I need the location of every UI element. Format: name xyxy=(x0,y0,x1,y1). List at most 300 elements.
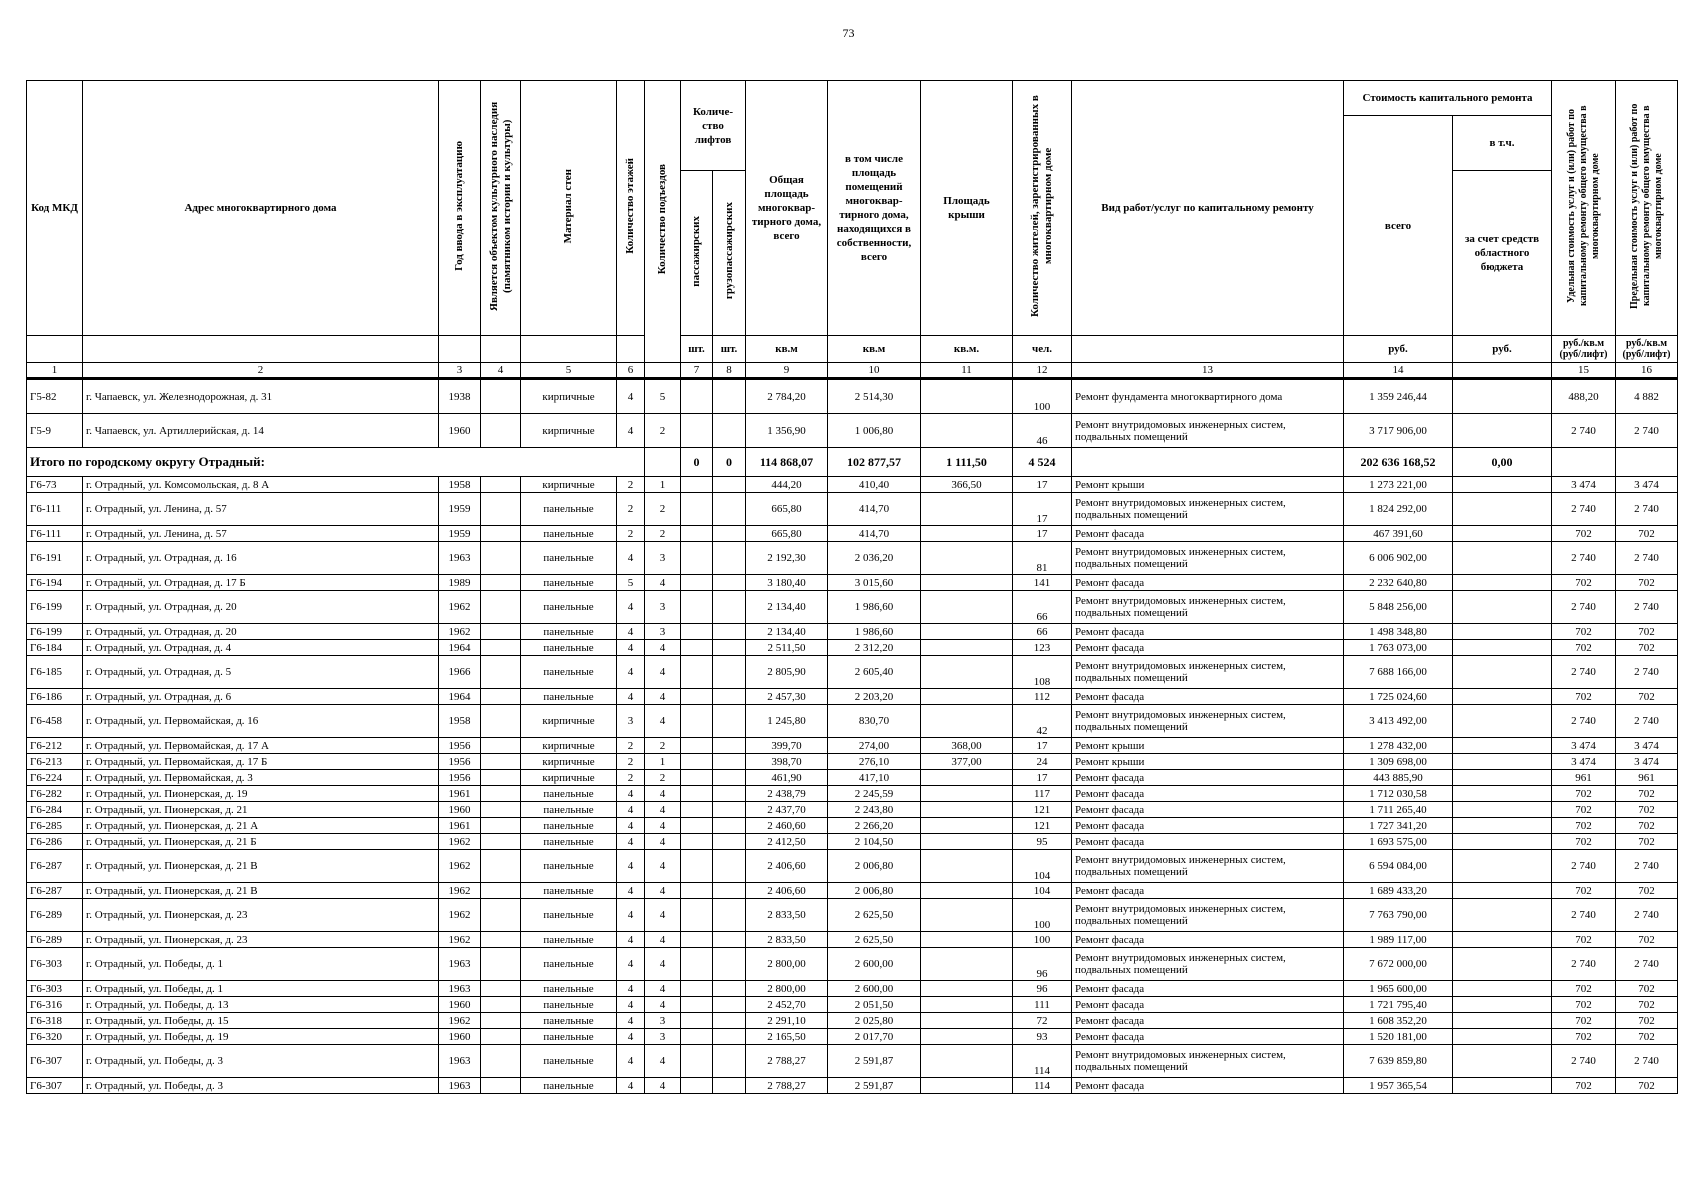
cell-unit-cost: 2 740 xyxy=(1552,414,1616,448)
cell-heritage xyxy=(481,591,521,624)
cell-wall: кирпичные xyxy=(521,770,617,786)
cell-code: Г6-213 xyxy=(27,754,83,770)
cell-year: 1962 xyxy=(439,591,481,624)
cell-cost-total: 7 688 166,00 xyxy=(1344,656,1453,689)
cell-residents: 72 xyxy=(1013,1013,1072,1029)
cell-total-area: 444,20 xyxy=(746,477,828,493)
cell-work-type: Ремонт внутридомовых инженерных систем, подвальных помещений xyxy=(1072,850,1344,883)
cell-wall: кирпичные xyxy=(521,705,617,738)
cell-residents: 17 xyxy=(1013,526,1072,542)
column-number: 11 xyxy=(921,363,1013,379)
cell-unit-cost: 702 xyxy=(1552,526,1616,542)
cell-code: Г6-191 xyxy=(27,542,83,575)
cell-heritage xyxy=(481,948,521,981)
cell-lifts-cargo xyxy=(713,948,746,981)
cell-entrances: 4 xyxy=(645,705,681,738)
cell-owned-area: 2 625,50 xyxy=(828,932,921,948)
cell-lifts-pass xyxy=(681,624,713,640)
total-lifts-pass: 0 xyxy=(681,448,713,477)
cell-entrances: 4 xyxy=(645,981,681,997)
cell-residents: 123 xyxy=(1013,640,1072,656)
cell-total-area: 1 356,90 xyxy=(746,414,828,448)
cell-unit-cost: 2 740 xyxy=(1552,656,1616,689)
cell-residents: 96 xyxy=(1013,981,1072,997)
cell-lifts-cargo xyxy=(713,932,746,948)
cell-roof-area xyxy=(921,981,1013,997)
cell-lifts-pass xyxy=(681,818,713,834)
cell-total-area: 2 833,50 xyxy=(746,899,828,932)
cell-address: г. Отрадный, ул. Победы, д. 1 xyxy=(83,981,439,997)
cell-wall: панельные xyxy=(521,981,617,997)
cell-entrances: 4 xyxy=(645,850,681,883)
cell-work-type: Ремонт фасада xyxy=(1072,802,1344,818)
unit-residents: чел. xyxy=(1013,336,1072,363)
cell-floors: 4 xyxy=(617,656,645,689)
cell-heritage xyxy=(481,705,521,738)
total-area: 114 868,07 xyxy=(746,448,828,477)
cell-residents: 100 xyxy=(1013,379,1072,414)
cell-address: г. Отрадный, ул. Отрадная, д. 20 xyxy=(83,591,439,624)
header-total-area: Общая площадь многоквар-тирного дома, всего xyxy=(746,81,828,336)
cell-residents: 17 xyxy=(1013,477,1072,493)
cell-roof-area xyxy=(921,414,1013,448)
unit-empty-3 xyxy=(439,336,481,363)
cell-heritage xyxy=(481,526,521,542)
cell-total-area: 665,80 xyxy=(746,526,828,542)
cell-work-type: Ремонт крыши xyxy=(1072,754,1344,770)
cell-year: 1959 xyxy=(439,493,481,526)
cell-unit-cost: 702 xyxy=(1552,786,1616,802)
cell-heritage xyxy=(481,493,521,526)
cell-address: г. Отрадный, ул. Отрадная, д. 5 xyxy=(83,656,439,689)
cell-cost-region xyxy=(1453,1013,1552,1029)
cell-residents: 108 xyxy=(1013,656,1072,689)
header-cost-incl: в т.ч. xyxy=(1453,116,1552,171)
column-number: 7 xyxy=(681,363,713,379)
cell-code: Г6-111 xyxy=(27,493,83,526)
header-unit-cost-text: Удельная стоимость услуг и (или) работ по капитальному ремонту общего имущества в многоквартирном доме xyxy=(1565,105,1601,307)
cell-owned-area: 410,40 xyxy=(828,477,921,493)
unit-empty-6 xyxy=(617,336,645,363)
header-cost-total: всего xyxy=(1344,116,1453,336)
cell-max-cost: 961 xyxy=(1616,770,1678,786)
cell-floors: 4 xyxy=(617,542,645,575)
cell-heritage xyxy=(481,786,521,802)
cell-owned-area: 2 006,80 xyxy=(828,883,921,899)
cell-floors: 4 xyxy=(617,802,645,818)
header-year-text: Год ввода в эксплуатацию xyxy=(453,141,465,271)
cell-max-cost: 2 740 xyxy=(1616,493,1678,526)
cell-code: Г5-9 xyxy=(27,414,83,448)
cell-lifts-cargo xyxy=(713,493,746,526)
header-cost: Стоимость капитального ремонта xyxy=(1344,81,1552,116)
cell-residents: 117 xyxy=(1013,786,1072,802)
cell-roof-area xyxy=(921,542,1013,575)
cell-code: Г6-287 xyxy=(27,883,83,899)
header-year xyxy=(439,81,481,336)
cell-max-cost: 3 474 xyxy=(1616,754,1678,770)
cell-wall: кирпичные xyxy=(521,414,617,448)
cell-year: 1963 xyxy=(439,542,481,575)
cell-cost-total: 2 232 640,80 xyxy=(1344,575,1453,591)
cell-roof-area xyxy=(921,1029,1013,1045)
table-row xyxy=(27,997,1678,1013)
cell-total-area: 2 406,60 xyxy=(746,883,828,899)
cell-cost-total: 1 727 341,20 xyxy=(1344,818,1453,834)
cell-unit-cost: 702 xyxy=(1552,802,1616,818)
cell-floors: 2 xyxy=(617,770,645,786)
cell-unit-cost: 702 xyxy=(1552,689,1616,705)
cell-unit-cost: 2 740 xyxy=(1552,1045,1616,1078)
cell-heritage xyxy=(481,689,521,705)
cell-lifts-pass xyxy=(681,883,713,899)
cell-code: Г6-199 xyxy=(27,624,83,640)
cell-work-type: Ремонт внутридомовых инженерных систем, подвальных помещений xyxy=(1072,948,1344,981)
cell-roof-area xyxy=(921,379,1013,414)
cell-entrances: 3 xyxy=(645,624,681,640)
cell-owned-area: 2 051,50 xyxy=(828,997,921,1013)
cell-total-area: 461,90 xyxy=(746,770,828,786)
cell-code: Г6-111 xyxy=(27,526,83,542)
cell-max-cost: 2 740 xyxy=(1616,899,1678,932)
table-row xyxy=(27,899,1678,932)
cell-unit-cost: 2 740 xyxy=(1552,850,1616,883)
cell-lifts-cargo xyxy=(713,624,746,640)
header-lifts-cargo xyxy=(713,171,746,336)
header-residents-text: Количество жителей, зарегистрированных в многоквартирном доме xyxy=(1029,95,1054,317)
cell-lifts-cargo xyxy=(713,1045,746,1078)
cell-year: 1959 xyxy=(439,526,481,542)
cell-address: г. Отрадный, ул. Победы, д. 3 xyxy=(83,1045,439,1078)
cell-code: Г5-82 xyxy=(27,379,83,414)
cell-max-cost: 2 740 xyxy=(1616,414,1678,448)
column-number: 3 xyxy=(439,363,481,379)
header-wall-text: Материал стен xyxy=(562,168,574,244)
cell-total-area: 3 180,40 xyxy=(746,575,828,591)
cell-lifts-pass xyxy=(681,738,713,754)
cell-residents: 17 xyxy=(1013,493,1072,526)
cell-residents: 24 xyxy=(1013,754,1072,770)
column-number: 1 xyxy=(27,363,83,379)
cell-address: г. Отрадный, ул. Пионерская, д. 21 Б xyxy=(83,834,439,850)
cell-wall: панельные xyxy=(521,948,617,981)
cell-lifts-pass xyxy=(681,850,713,883)
cell-unit-cost: 2 740 xyxy=(1552,948,1616,981)
cell-work-type: Ремонт внутридомовых инженерных систем, подвальных помещений xyxy=(1072,591,1344,624)
cell-total-area: 399,70 xyxy=(746,738,828,754)
cell-cost-total: 1 712 030,58 xyxy=(1344,786,1453,802)
cell-total-area: 2 788,27 xyxy=(746,1045,828,1078)
cell-cost-region xyxy=(1453,786,1552,802)
cell-wall: панельные xyxy=(521,1078,617,1094)
cell-residents: 42 xyxy=(1013,705,1072,738)
cell-lifts-cargo xyxy=(713,705,746,738)
cell-lifts-pass xyxy=(681,493,713,526)
column-number: 15 xyxy=(1552,363,1616,379)
cell-owned-area: 1 986,60 xyxy=(828,624,921,640)
cell-cost-region xyxy=(1453,656,1552,689)
cell-entrances: 4 xyxy=(645,1045,681,1078)
cell-work-type: Ремонт внутридомовых инженерных систем, подвальных помещений xyxy=(1072,542,1344,575)
cell-cost-total: 1 725 024,60 xyxy=(1344,689,1453,705)
cell-cost-total: 6 006 902,00 xyxy=(1344,542,1453,575)
cell-year: 1961 xyxy=(439,786,481,802)
header-cost-region: за счет средств областного бюджета xyxy=(1453,171,1552,336)
cell-roof-area xyxy=(921,656,1013,689)
total-owned-area: 102 877,57 xyxy=(828,448,921,477)
cell-year: 1966 xyxy=(439,656,481,689)
cell-max-cost: 702 xyxy=(1616,818,1678,834)
cell-work-type: Ремонт внутридомовых инженерных систем, подвальных помещений xyxy=(1072,414,1344,448)
cell-owned-area: 1 986,60 xyxy=(828,591,921,624)
cell-wall: панельные xyxy=(521,656,617,689)
cell-unit-cost: 2 740 xyxy=(1552,542,1616,575)
cell-address: г. Отрадный, ул. Пионерская, д. 21 xyxy=(83,802,439,818)
cell-residents: 112 xyxy=(1013,689,1072,705)
cell-heritage xyxy=(481,640,521,656)
cell-cost-total: 1 498 348,80 xyxy=(1344,624,1453,640)
cell-year: 1963 xyxy=(439,1045,481,1078)
cell-lifts-cargo xyxy=(713,770,746,786)
cell-max-cost: 702 xyxy=(1616,689,1678,705)
cell-lifts-cargo xyxy=(713,899,746,932)
cell-wall: панельные xyxy=(521,689,617,705)
cell-cost-region xyxy=(1453,493,1552,526)
cell-owned-area: 276,10 xyxy=(828,754,921,770)
cell-max-cost: 2 740 xyxy=(1616,850,1678,883)
cell-cost-total: 1 278 432,00 xyxy=(1344,738,1453,754)
cell-heritage xyxy=(481,850,521,883)
cell-residents: 121 xyxy=(1013,802,1072,818)
cell-wall: панельные xyxy=(521,542,617,575)
cell-cost-region xyxy=(1453,770,1552,786)
cell-cost-total: 7 639 859,80 xyxy=(1344,1045,1453,1078)
cell-year: 1962 xyxy=(439,834,481,850)
cell-floors: 4 xyxy=(617,834,645,850)
cell-floors: 2 xyxy=(617,493,645,526)
cell-unit-cost: 702 xyxy=(1552,818,1616,834)
cell-address: г. Отрадный, ул. Ленина, д. 57 xyxy=(83,493,439,526)
cell-year: 1960 xyxy=(439,997,481,1013)
cell-code: Г6-285 xyxy=(27,818,83,834)
cell-roof-area xyxy=(921,818,1013,834)
cell-entrances: 1 xyxy=(645,754,681,770)
cell-address: г. Отрадный, ул. Победы, д. 3 xyxy=(83,1078,439,1094)
cell-owned-area: 1 006,80 xyxy=(828,414,921,448)
cell-owned-area: 2 104,50 xyxy=(828,834,921,850)
cell-year: 1962 xyxy=(439,883,481,899)
header-lifts-cargo-text: грузопассажирских xyxy=(722,202,735,300)
cell-total-area: 398,70 xyxy=(746,754,828,770)
cell-max-cost: 702 xyxy=(1616,575,1678,591)
cell-year: 1956 xyxy=(439,738,481,754)
cell-wall: кирпичные xyxy=(521,477,617,493)
cell-roof-area xyxy=(921,1078,1013,1094)
cell-owned-area: 3 015,60 xyxy=(828,575,921,591)
table-row xyxy=(27,591,1678,624)
cell-roof-area: 368,00 xyxy=(921,738,1013,754)
cell-lifts-cargo xyxy=(713,414,746,448)
column-number: 8 xyxy=(713,363,746,379)
cell-max-cost: 702 xyxy=(1616,834,1678,850)
cell-lifts-cargo xyxy=(713,477,746,493)
cell-total-area: 2 457,30 xyxy=(746,689,828,705)
cell-total-area: 665,80 xyxy=(746,493,828,526)
cell-work-type: Ремонт фасада xyxy=(1072,526,1344,542)
table-row xyxy=(27,1029,1678,1045)
cell-lifts-cargo xyxy=(713,526,746,542)
cell-max-cost: 3 474 xyxy=(1616,477,1678,493)
cell-lifts-cargo xyxy=(713,542,746,575)
cell-cost-total: 1 520 181,00 xyxy=(1344,1029,1453,1045)
header-heritage-text: Является объектом культурного наследия (памятником истории и культуры) xyxy=(487,101,513,311)
cell-year: 1961 xyxy=(439,818,481,834)
cell-year: 1960 xyxy=(439,1029,481,1045)
cell-cost-total: 1 989 117,00 xyxy=(1344,932,1453,948)
cell-address: г. Отрадный, ул. Ленина, д. 57 xyxy=(83,526,439,542)
cell-address: г. Отрадный, ул. Отрадная, д. 17 Б xyxy=(83,575,439,591)
cell-cost-region xyxy=(1453,850,1552,883)
cell-wall: панельные xyxy=(521,575,617,591)
cell-lifts-pass xyxy=(681,542,713,575)
cell-lifts-pass xyxy=(681,477,713,493)
cell-heritage xyxy=(481,899,521,932)
cell-heritage xyxy=(481,802,521,818)
cell-cost-total: 443 885,90 xyxy=(1344,770,1453,786)
cell-heritage xyxy=(481,834,521,850)
column-number: 9 xyxy=(746,363,828,379)
cell-wall: панельные xyxy=(521,1045,617,1078)
cell-address: г. Отрадный, ул. Пионерская, д. 23 xyxy=(83,932,439,948)
cell-entrances: 1 xyxy=(645,477,681,493)
cell-wall: панельные xyxy=(521,526,617,542)
cell-year: 1964 xyxy=(439,689,481,705)
cell-year: 1956 xyxy=(439,754,481,770)
cell-entrances: 2 xyxy=(645,493,681,526)
cell-total-area: 2 134,40 xyxy=(746,624,828,640)
header-wall xyxy=(521,81,617,336)
cell-unit-cost: 2 740 xyxy=(1552,493,1616,526)
column-number: 6 xyxy=(617,363,645,379)
cell-total-area: 2 165,50 xyxy=(746,1029,828,1045)
header-lifts: Количе-ство лифтов xyxy=(681,81,746,171)
table-row xyxy=(27,542,1678,575)
cell-lifts-pass xyxy=(681,1029,713,1045)
cell-heritage xyxy=(481,932,521,948)
cell-wall: панельные xyxy=(521,850,617,883)
cell-owned-area: 2 025,80 xyxy=(828,1013,921,1029)
total-empty xyxy=(1616,448,1678,477)
total-cost-region: 0,00 xyxy=(1453,448,1552,477)
unit-unit-cost: руб./кв.м (руб/лифт) xyxy=(1552,336,1616,363)
cell-address: г. Отрадный, ул. Пионерская, д. 21 В xyxy=(83,883,439,899)
cell-lifts-cargo xyxy=(713,1013,746,1029)
cell-heritage xyxy=(481,542,521,575)
total-label: Итого по городскому округу Отрадный: xyxy=(27,448,645,477)
cell-code: Г6-287 xyxy=(27,850,83,883)
cell-lifts-pass xyxy=(681,689,713,705)
table-row xyxy=(27,575,1678,591)
cell-wall: панельные xyxy=(521,818,617,834)
cell-floors: 4 xyxy=(617,932,645,948)
cell-unit-cost: 3 474 xyxy=(1552,477,1616,493)
cell-cost-total: 3 413 492,00 xyxy=(1344,705,1453,738)
table-row xyxy=(27,689,1678,705)
cell-lifts-pass xyxy=(681,770,713,786)
cell-unit-cost: 702 xyxy=(1552,981,1616,997)
header-lifts-pass xyxy=(681,171,713,336)
cell-roof-area: 377,00 xyxy=(921,754,1013,770)
cell-unit-cost: 3 474 xyxy=(1552,754,1616,770)
cell-heritage xyxy=(481,981,521,997)
cell-owned-area: 2 036,20 xyxy=(828,542,921,575)
cell-entrances: 2 xyxy=(645,414,681,448)
cell-wall: панельные xyxy=(521,883,617,899)
cell-max-cost: 2 740 xyxy=(1616,948,1678,981)
cell-year: 1956 xyxy=(439,770,481,786)
cell-lifts-pass xyxy=(681,640,713,656)
cell-owned-area: 2 625,50 xyxy=(828,899,921,932)
cell-cost-region xyxy=(1453,689,1552,705)
cell-wall: панельные xyxy=(521,802,617,818)
cell-residents: 100 xyxy=(1013,899,1072,932)
cell-address: г. Отрадный, ул. Комсомольская, д. 8 А xyxy=(83,477,439,493)
cell-entrances: 3 xyxy=(645,591,681,624)
cell-total-area: 1 245,80 xyxy=(746,705,828,738)
cell-heritage xyxy=(481,624,521,640)
cell-floors: 2 xyxy=(617,738,645,754)
cell-lifts-cargo xyxy=(713,802,746,818)
table-row xyxy=(27,1078,1678,1094)
cell-heritage xyxy=(481,997,521,1013)
cell-lifts-pass xyxy=(681,379,713,414)
table-row xyxy=(27,754,1678,770)
cell-owned-area: 2 266,20 xyxy=(828,818,921,834)
cell-floors: 4 xyxy=(617,997,645,1013)
cell-total-area: 2 134,40 xyxy=(746,591,828,624)
cell-total-area: 2 192,30 xyxy=(746,542,828,575)
cell-code: Г6-284 xyxy=(27,802,83,818)
cell-lifts-pass xyxy=(681,997,713,1013)
cell-work-type: Ремонт фасада xyxy=(1072,932,1344,948)
cell-code: Г6-73 xyxy=(27,477,83,493)
cell-lifts-pass xyxy=(681,591,713,624)
table-row xyxy=(27,802,1678,818)
cell-entrances: 5 xyxy=(645,379,681,414)
cell-wall: панельные xyxy=(521,1029,617,1045)
cell-cost-region xyxy=(1453,997,1552,1013)
cell-code: Г6-458 xyxy=(27,705,83,738)
cell-floors: 4 xyxy=(617,591,645,624)
cell-entrances: 4 xyxy=(645,802,681,818)
cell-year: 1958 xyxy=(439,705,481,738)
cell-year: 1960 xyxy=(439,414,481,448)
cell-owned-area: 274,00 xyxy=(828,738,921,754)
cell-heritage xyxy=(481,414,521,448)
cell-address: г. Отрадный, ул. Пионерская, д. 23 xyxy=(83,899,439,932)
cell-entrances: 4 xyxy=(645,997,681,1013)
cell-total-area: 2 788,27 xyxy=(746,1078,828,1094)
table-row xyxy=(27,786,1678,802)
cell-residents: 121 xyxy=(1013,818,1072,834)
cell-address: г. Отрадный, ул. Победы, д. 1 xyxy=(83,948,439,981)
cell-residents: 111 xyxy=(1013,997,1072,1013)
cell-max-cost: 702 xyxy=(1616,802,1678,818)
cell-entrances: 4 xyxy=(645,786,681,802)
cell-floors: 4 xyxy=(617,850,645,883)
cell-heritage xyxy=(481,477,521,493)
cell-lifts-pass xyxy=(681,1013,713,1029)
